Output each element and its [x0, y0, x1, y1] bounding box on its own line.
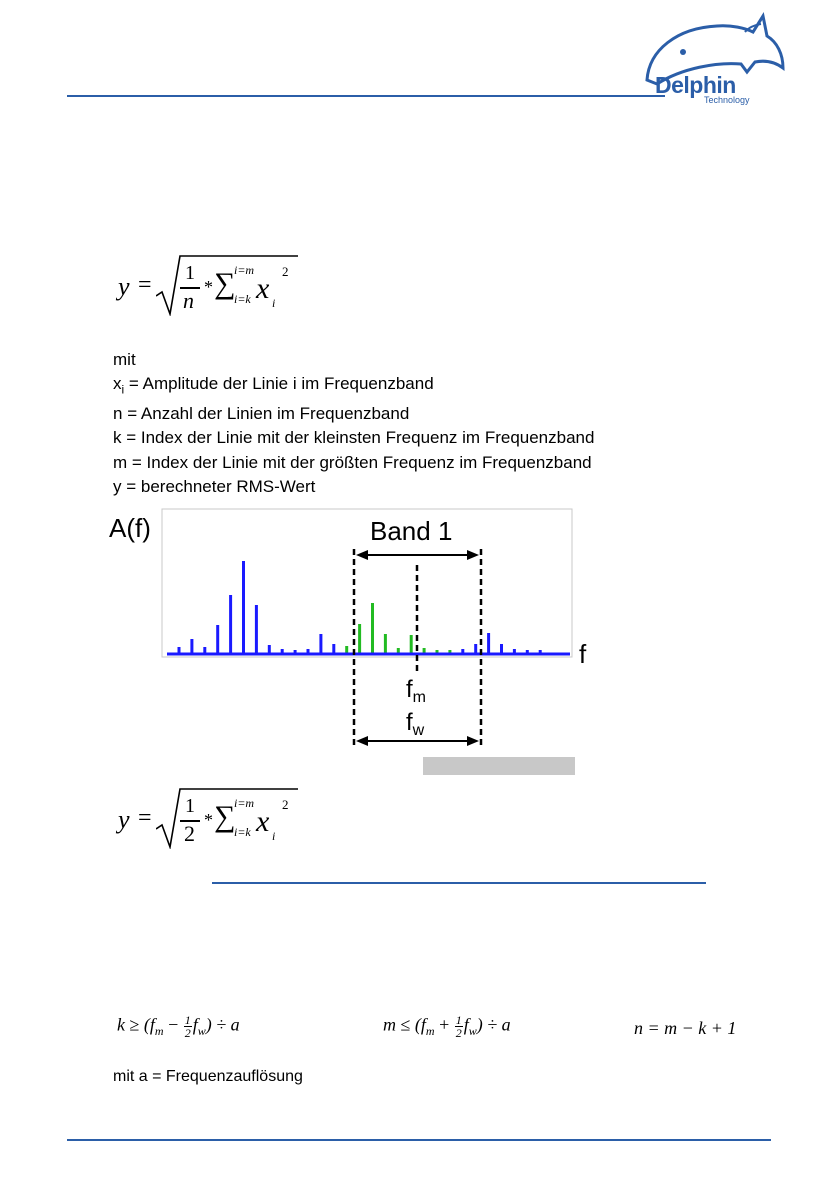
fw-arrowhead-right-icon: [467, 736, 479, 746]
formula-x: x: [256, 805, 270, 838]
arrowhead-left-icon: [356, 550, 368, 560]
fw-label: $f_w$: [406, 709, 425, 739]
arrowhead-right-icon: [467, 550, 479, 560]
condition-m: $m \le (f_m$ + $\frac{1}{2}$ $f_w) \div a$: [383, 1013, 511, 1040]
definition-line: y = berechneter RMS-Wert: [113, 476, 316, 496]
formula-xsub: i: [272, 829, 276, 843]
band-label: Band 1: [370, 516, 453, 546]
formula-den: 2: [184, 821, 195, 846]
formula-eq: =: [138, 272, 152, 298]
formula-xsub: i: [272, 296, 276, 310]
formula-upper: i=m: [234, 263, 255, 277]
formula-y: y: [118, 272, 130, 301]
condition-k: $k \ge (f_m$ − $\frac{1}{2}$ $f_w) \div a$: [117, 1013, 240, 1040]
fw-arrowhead-left-icon: [356, 736, 368, 746]
rms-formula-n: [118, 250, 298, 318]
diagram-frame: [162, 509, 572, 657]
spectral-lines: [179, 561, 540, 653]
section-rule: [212, 882, 706, 884]
formula-lower: i=k: [234, 292, 251, 306]
logo-sub: Technology: [704, 95, 750, 105]
definition-line: $x_i$ = Amplitude der Linie i im Frequenzband: [113, 374, 434, 397]
frequency-band-diagram: [100, 505, 610, 755]
definitions-intro: mit: [113, 350, 136, 369]
formula-eq: =: [138, 805, 152, 831]
x-axis-label: f: [579, 639, 587, 669]
definitions: [113, 348, 594, 499]
resolution-note: mit a = Frequenzauflösung: [113, 1068, 303, 1085]
formula-star: *: [204, 810, 213, 830]
definition-line: k = Index der Linie mit der kleinsten Frequenz im Frequenzband: [113, 428, 595, 448]
definition-line: n = Anzahl der Linien im Frequenzband: [113, 403, 410, 423]
formula-lower: i=k: [234, 825, 251, 839]
formula-star: *: [204, 277, 213, 297]
footer-rule: [67, 1139, 771, 1141]
formula-den: n: [183, 288, 194, 313]
fraction-half: $\frac{1}{2}$: [455, 1013, 462, 1040]
rms-formula-2: [118, 783, 298, 851]
logo-name: Delphin: [655, 72, 736, 98]
formula-sup: 2: [282, 264, 289, 279]
condition-n: n = m − k + 1: [634, 1018, 737, 1038]
formula-y: y: [118, 805, 130, 834]
fm-label: $f_m$: [406, 676, 426, 706]
formula-num: 1: [185, 795, 195, 817]
y-axis-label: A(f): [109, 513, 151, 543]
definition-line: m = Index der Linie mit der größten Frequenz im Frequenzband: [113, 452, 592, 472]
formula-num: 1: [185, 262, 195, 284]
fraction-half: $\frac{1}{2}$: [184, 1013, 191, 1040]
sigma-icon: ∑: [214, 800, 236, 833]
formula-x: x: [256, 272, 270, 305]
redaction-bar: [423, 757, 575, 775]
sigma-icon: ∑: [214, 267, 236, 300]
formula-upper: i=m: [234, 796, 255, 810]
formula-sup: 2: [282, 797, 289, 812]
header-rule: [67, 95, 665, 97]
